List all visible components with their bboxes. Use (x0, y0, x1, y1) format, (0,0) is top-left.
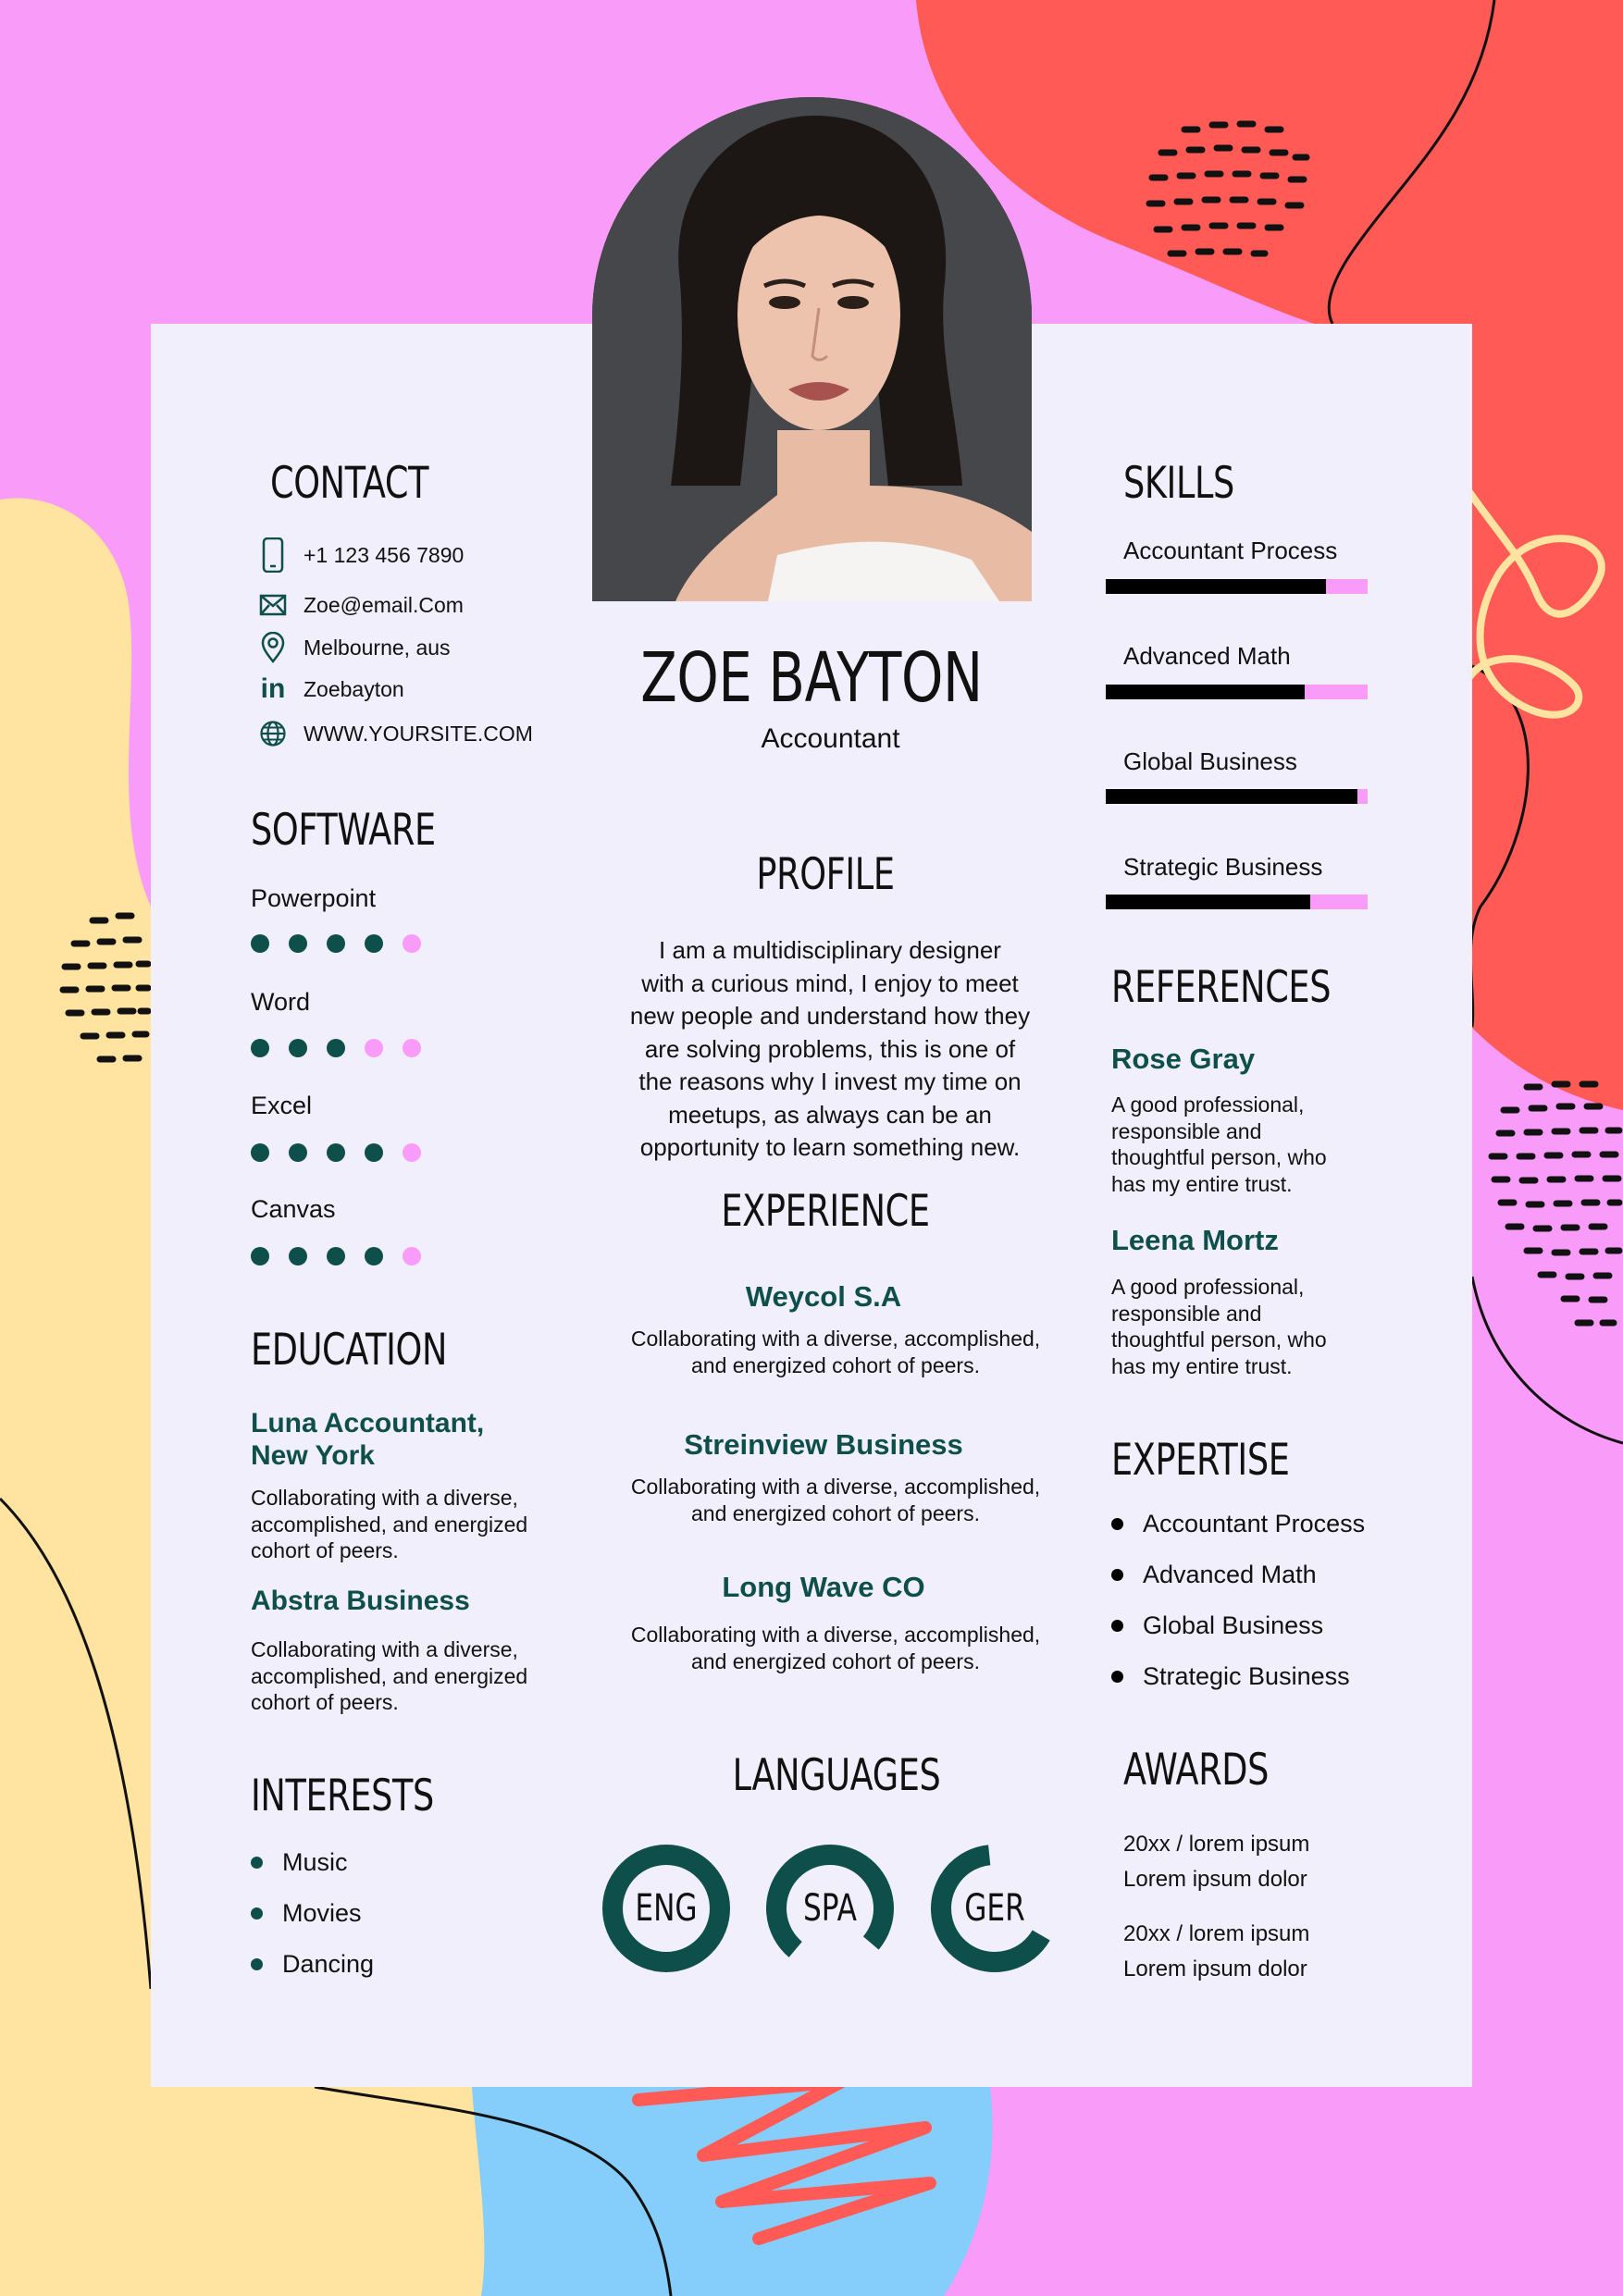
expertise-text: Advanced Math (1143, 1561, 1317, 1588)
skills-heading: SKILLS (1123, 458, 1234, 509)
skill-bar (1106, 685, 1368, 699)
education-desc (251, 1636, 527, 1716)
software-name: Powerpoint (251, 884, 377, 912)
skill-name: Strategic Business (1123, 853, 1323, 881)
reference-desc-line: responsible and (1111, 1301, 1262, 1326)
rating-dot-filled (251, 934, 269, 953)
skill-bar (1106, 895, 1368, 909)
expertise-text: Global Business (1143, 1611, 1324, 1639)
experience-desc (601, 1474, 1070, 1526)
rating-dot-empty (403, 1247, 421, 1265)
reference-desc (1111, 1274, 1327, 1379)
education-desc-line: cohort of peers. (251, 1538, 399, 1562)
award-item (1123, 1917, 1309, 1987)
mail-icon (259, 591, 287, 619)
reference-desc-line: thoughtful person, who (1111, 1145, 1327, 1169)
reference-name: Rose Gray (1111, 1043, 1256, 1075)
profile-line: the reasons why I invest my time on (638, 1068, 1022, 1095)
profile-line: I am a multidisciplinary designer (659, 936, 1001, 964)
education-heading: EDUCATION (251, 1325, 448, 1376)
profile-photo (592, 97, 1032, 601)
rating-dot-filled (327, 934, 345, 953)
contact-heading: CONTACT (270, 458, 429, 509)
profile-line: with a curious mind, I enjoy to meet (641, 969, 1019, 997)
language-code: SPA (803, 1887, 857, 1930)
software-name: Excel (251, 1092, 313, 1119)
experience-desc-line: and energized cohort of peers. (691, 1500, 980, 1525)
experience-company: Streinview Business (684, 1428, 963, 1461)
list-item (251, 1897, 374, 1948)
rating-dot-filled (251, 1247, 269, 1265)
interest-text: Music (282, 1848, 348, 1876)
interest-text: Movies (282, 1899, 362, 1927)
award-title: Lorem ipsum dolor (1123, 1867, 1307, 1892)
rating-dot-filled (289, 1143, 307, 1162)
language-code: ENG (635, 1887, 698, 1930)
list-item (1111, 1610, 1365, 1660)
bullet-icon (1111, 1518, 1123, 1530)
experience-company: Long Wave CO (722, 1571, 925, 1603)
award-title: Lorem ipsum dolor (1123, 1957, 1307, 1981)
bullet-icon (1111, 1671, 1123, 1683)
expertise-text: Accountant Process (1143, 1510, 1366, 1537)
references-heading: REFERENCES (1111, 962, 1332, 1013)
skill-bar-fill (1106, 895, 1310, 909)
contact-location (259, 631, 451, 664)
experience-desc-line: and energized cohort of peers. (691, 1648, 980, 1673)
reference-desc-line: A good professional, (1111, 1275, 1305, 1299)
skill-bar (1106, 789, 1368, 804)
bullet-icon (1111, 1620, 1123, 1632)
list-item (1111, 1559, 1365, 1610)
bullet-icon (251, 1958, 263, 1970)
rating-dot-empty (365, 1039, 383, 1057)
rating-dot-empty (403, 934, 421, 953)
software-rating (251, 934, 421, 953)
rating-dot-filled (327, 1247, 345, 1265)
skill-bar-fill (1106, 579, 1326, 594)
education-school-line: Luna Accountant, (251, 1408, 485, 1438)
software-rating (251, 1143, 421, 1162)
experience-company: Weycol S.A (745, 1280, 902, 1313)
rating-dot-filled (365, 1247, 383, 1265)
award-item (1123, 1827, 1309, 1897)
software-name: Word (251, 988, 311, 1016)
rating-dot-filled (289, 1039, 307, 1057)
education-school-line: New York (251, 1440, 375, 1471)
education-desc (251, 1485, 527, 1564)
contact-email-text: Zoe@email.Com (304, 592, 464, 617)
list-item (251, 1948, 374, 1999)
software-rating (251, 1247, 421, 1265)
education-desc-line: Collaborating with a diverse, (251, 1637, 518, 1661)
interests-heading: INTERESTS (251, 1771, 434, 1821)
bullet-icon (251, 1907, 263, 1920)
reference-desc (1111, 1092, 1327, 1197)
list-item (251, 1846, 374, 1897)
award-year: 20xx / lorem ipsum (1123, 1921, 1310, 1946)
experience-desc-line: and energized cohort of peers. (691, 1352, 980, 1377)
reference-desc-line: responsible and (1111, 1118, 1262, 1143)
education-desc-line: accomplished, and energized (251, 1512, 528, 1537)
reference-desc-line: has my entire trust. (1111, 1353, 1293, 1378)
contact-website[interactable] (259, 717, 533, 750)
rating-dot-filled (365, 934, 383, 953)
expertise-heading: EXPERTISE (1111, 1435, 1290, 1486)
software-rating (251, 1039, 421, 1057)
linkedin-icon: in (260, 673, 286, 704)
bullet-icon (251, 1857, 263, 1869)
reference-desc-line: thoughtful person, who (1111, 1327, 1327, 1352)
skill-bar-fill (1106, 789, 1357, 804)
experience-desc (601, 1326, 1070, 1378)
education-school (251, 1407, 484, 1472)
education-desc-line: accomplished, and energized (251, 1663, 528, 1688)
skill-name: Advanced Math (1123, 642, 1291, 670)
rating-dot-filled (289, 934, 307, 953)
contact-location-text: Melbourne, aus (304, 635, 451, 660)
language-ring (765, 1844, 895, 1973)
experience-desc-line: Collaborating with a diverse, accomplished, (630, 1475, 1041, 1499)
contact-email[interactable] (259, 588, 464, 622)
language-code: GER (964, 1887, 1025, 1930)
software-name: Canvas (251, 1195, 336, 1223)
profile-heading: PROFILE (756, 849, 895, 900)
experience-desc-line: Collaborating with a diverse, accomplished, (630, 1623, 1041, 1647)
languages-heading: LANGUAGES (732, 1750, 941, 1801)
skill-name: Accountant Process (1123, 537, 1338, 564)
experience-desc (601, 1622, 1070, 1674)
contact-phone-text: +1 123 456 7890 (304, 542, 465, 567)
rating-dot-filled (327, 1143, 345, 1162)
awards-heading: AWARDS (1123, 1745, 1270, 1796)
profile-line: opportunity to learn something new. (639, 1133, 1021, 1161)
interest-text: Dancing (282, 1950, 375, 1978)
software-heading: SOFTWARE (251, 805, 436, 856)
bullet-icon (1111, 1569, 1123, 1581)
rating-dot-empty (403, 1143, 421, 1162)
rating-dot-filled (365, 1143, 383, 1162)
contact-linkedin[interactable] (259, 673, 404, 706)
candidate-name: ZOE BAYTON (640, 638, 983, 718)
rating-dot-empty (403, 1039, 421, 1057)
education-school: Abstra Business (251, 1586, 470, 1616)
expertise-list (1111, 1508, 1365, 1711)
award-year: 20xx / lorem ipsum (1123, 1832, 1310, 1857)
skill-bar-fill (1106, 685, 1305, 699)
reference-name: Leena Mortz (1111, 1224, 1279, 1256)
contact-website-text: WWW.YOURSITE.COM (304, 721, 533, 746)
rating-dot-filled (327, 1039, 345, 1057)
skill-name: Global Business (1123, 747, 1297, 775)
rating-dot-filled (251, 1039, 269, 1057)
skill-bar (1106, 579, 1368, 594)
language-ring (930, 1844, 1059, 1973)
expertise-text: Strategic Business (1143, 1662, 1350, 1690)
profile-line: are solving problems, this is one of (644, 1034, 1016, 1063)
globe-icon (259, 720, 287, 747)
contact-phone (259, 538, 464, 572)
candidate-title: Accountant (761, 723, 900, 754)
interests-list (251, 1846, 374, 1999)
reference-desc-line: A good professional, (1111, 1092, 1305, 1117)
list-item (1111, 1508, 1365, 1559)
language-ring (601, 1844, 731, 1973)
profile-text (601, 934, 1059, 1165)
list-item (1111, 1660, 1365, 1711)
location-pin-icon (259, 634, 287, 661)
phone-icon (259, 541, 287, 569)
profile-line: meetups, as always can be an (668, 1100, 992, 1129)
reference-desc-line: has my entire trust. (1111, 1171, 1293, 1196)
experience-heading: EXPERIENCE (721, 1186, 930, 1237)
rating-dot-filled (289, 1247, 307, 1265)
experience-desc-line: Collaborating with a diverse, accomplished, (630, 1327, 1041, 1351)
education-desc-line: Collaborating with a diverse, (251, 1486, 518, 1510)
profile-line: new people and understand how they (629, 1002, 1031, 1030)
education-desc-line: cohort of peers. (251, 1690, 399, 1714)
contact-linkedin-text: Zoebayton (304, 676, 404, 701)
rating-dot-filled (251, 1143, 269, 1162)
